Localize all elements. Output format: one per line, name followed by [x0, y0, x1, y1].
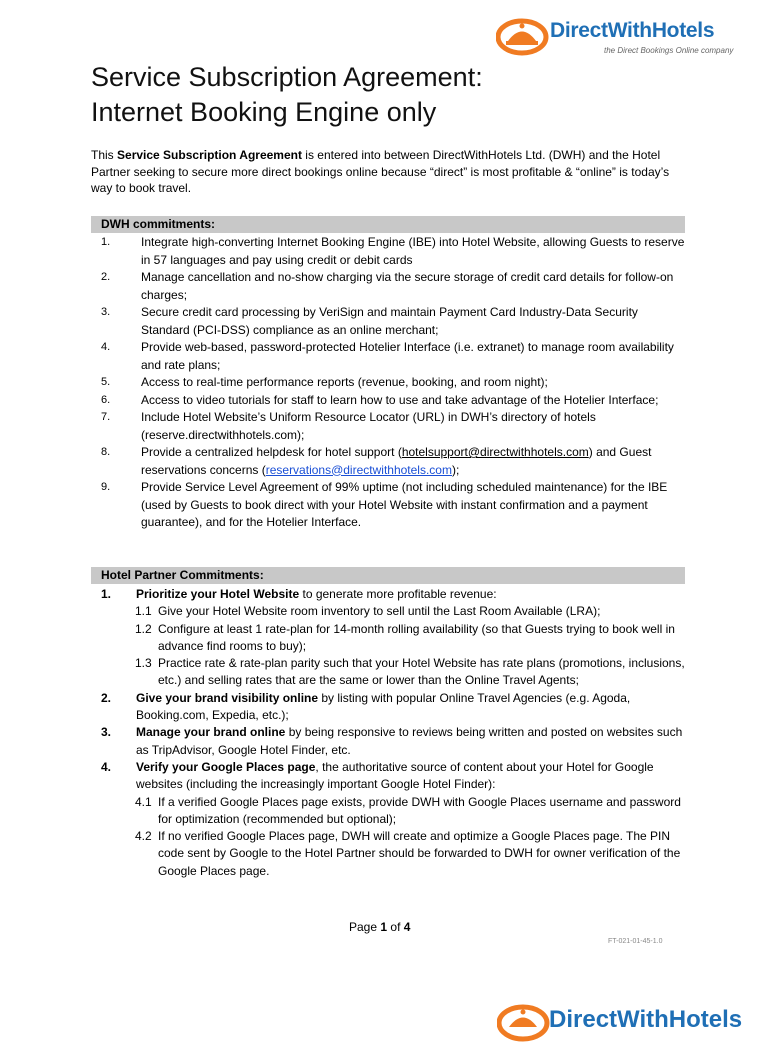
list-item [91, 392, 685, 410]
item-text: to generate more profitable revenue: [299, 587, 497, 601]
intro-bold-term: Service Subscription Agreement [117, 148, 302, 162]
of-label: of [390, 920, 401, 934]
item-number: 4. [101, 341, 111, 353]
current-page: 1 [380, 920, 388, 934]
item-number: 3. [101, 306, 111, 318]
item-text: Integrate high-converting Internet Booking Engine (IBE) into Hotel Website, allowing Guests to reserve in 57 languages and pay using credit or debit cards [141, 235, 685, 267]
list-item [91, 759, 691, 794]
title-line-2: Internet Booking Engine only [91, 97, 437, 127]
page-label: Page [349, 920, 378, 934]
sub-item-number: 4.1 [135, 794, 152, 809]
item-number: 1. [101, 587, 112, 601]
list-item [91, 269, 685, 304]
document-code: FT-021-01-45-1.0 [608, 938, 663, 945]
item-bold: Give your brand visibility online [136, 690, 319, 705]
item-number: 3. [101, 725, 112, 740]
item-bold: Prioritize your Hotel Website [136, 587, 300, 601]
intro-text-rest: is entered into between DirectWithHotels Ltd. (DWH) and the Hotel Partner seeking to secure more direct bookings online because “direct” is most profitable & “online” is today’s way to book travel. [91, 148, 670, 195]
item-text: Provide Service Level Agreement of 99% uptime (not including scheduled maintenance) for the IBE (used by Guests to book direct with your Hotel Website with instant confirmation and a payment guarantee), and for the Hotelier Interface. [141, 480, 668, 529]
next-page-logo [497, 1000, 757, 1040]
page-number [349, 920, 410, 934]
sub-item-text: Practice rate & rate-plan parity such that your Hotel Website has rate plans (promotions, inclusions, etc.) and selling rates that are the same or lower than the Online Travel Agents; [158, 656, 685, 688]
item-number: 5. [101, 376, 111, 388]
sub-item-number: 1.2 [135, 621, 152, 636]
intro-text-start: This [91, 148, 118, 162]
list-item [91, 690, 691, 725]
logo-tagline: the Direct Bookings Online company [604, 46, 734, 55]
sub-item-number: 4.2 [135, 829, 152, 844]
item-text: Manage cancellation and no-show charging via the secure storage of credit card details for follow-on charges; [141, 270, 674, 302]
sub-item-number: 1.3 [135, 656, 152, 671]
item-number: 8. [101, 446, 111, 458]
item-text: by being responsive to reviews being written and posted on websites such as TripAdvisor, Google Hotel Finder, etc. [136, 725, 683, 757]
list-item [91, 586, 691, 603]
company-logo [496, 14, 741, 60]
item-number: 2. [101, 690, 112, 705]
logo-brand-text: DirectWithHotels [550, 19, 715, 42]
item-number: 2. [101, 271, 111, 283]
document-title [91, 60, 483, 130]
item-number: 9. [101, 481, 111, 493]
list-item [91, 234, 685, 269]
sub-item-text: Configure at least 1 rate-plan for 14-month rolling availability (so that Guests trying to book well in advance find rooms to buy); [158, 621, 675, 653]
item-text-b: ) and Guest reservations concerns ( [141, 445, 652, 477]
partner-commitments-header: Hotel Partner Commitments: [91, 567, 685, 584]
title-line-1: Service Subscription Agreement: [91, 62, 483, 92]
list-item [91, 479, 685, 532]
intro-paragraph [91, 147, 691, 197]
sub-item [91, 655, 691, 690]
sub-item-text: Give your Hotel Website room inventory to sell until the Last Room Available (LRA); [158, 604, 601, 619]
sub-item [91, 794, 691, 829]
sub-item [91, 621, 691, 656]
list-item [91, 339, 685, 374]
item-text: Access to real-time performance reports (revenue, booking, and room night); [141, 375, 548, 389]
list-item [91, 304, 685, 339]
bell-logo-icon [497, 1000, 551, 1042]
item-text-a: Provide a centralized helpdesk for hotel support ( [141, 445, 402, 459]
item-number: 7. [101, 411, 111, 423]
partner-commitments-list [91, 586, 691, 880]
total-pages: 4 [403, 920, 411, 934]
sub-item [91, 603, 691, 620]
dwh-commitments-list [91, 234, 685, 532]
item-text: , the authoritative source of content about your Hotel for Google websites (including the increasingly important Google Hotel Finder): [136, 759, 654, 792]
bell-logo-icon [496, 14, 550, 56]
logo-brand-text: DirectWithHotels [549, 1006, 743, 1033]
item-bold: Verify your Google Places page [136, 759, 316, 774]
item-text: Secure credit card processing by VeriSign and maintain Payment Card Industry-Data Security Standard (PCI-DSS) compliance as an online merchant; [141, 305, 638, 337]
list-item [91, 724, 691, 759]
list-item [91, 374, 685, 392]
list-item [91, 409, 685, 444]
item-number: 4. [101, 759, 112, 774]
reservations-email-link[interactable]: reservations@directwithhotels.com [265, 462, 452, 477]
item-bold: Manage your brand online [136, 725, 286, 740]
item-number: 1. [101, 236, 111, 248]
sub-item [91, 828, 691, 880]
item-text: by listing with popular Online Travel Agencies (e.g. Agoda, Booking.com, Expedia, etc.); [136, 690, 631, 723]
item-text: Include Hotel Website’s Uniform Resource Locator (URL) in DWH’s directory of hotels (reserve.directwithhotels.com); [141, 410, 596, 442]
sub-item-text: If a verified Google Places page exists, provide DWH with Google Places username and password for optimization (recommended but optional); [158, 794, 681, 826]
sub-item-number: 1.1 [135, 604, 152, 619]
item-text-c: ); [451, 462, 460, 477]
item-number: 6. [101, 393, 111, 406]
list-item [91, 444, 685, 479]
item-text: Provide web-based, password-protected Hotelier Interface (i.e. extranet) to manage room availability and rate plans; [141, 340, 674, 372]
hotelsupport-email-link[interactable]: hotelsupport@directwithhotels.com [401, 445, 589, 459]
sub-item-text: If no verified Google Places page, DWH will create and optimize a Google Places page. The PIN code sent by Google to the Hotel Partner should be forwarded to DWH for owner verification of the Google Places page. [158, 829, 681, 878]
dwh-commitments-header: DWH commitments: [91, 216, 685, 233]
item-text: Access to video tutorials for staff to learn how to use and take advantage of the Hotelier Interface; [141, 392, 659, 407]
